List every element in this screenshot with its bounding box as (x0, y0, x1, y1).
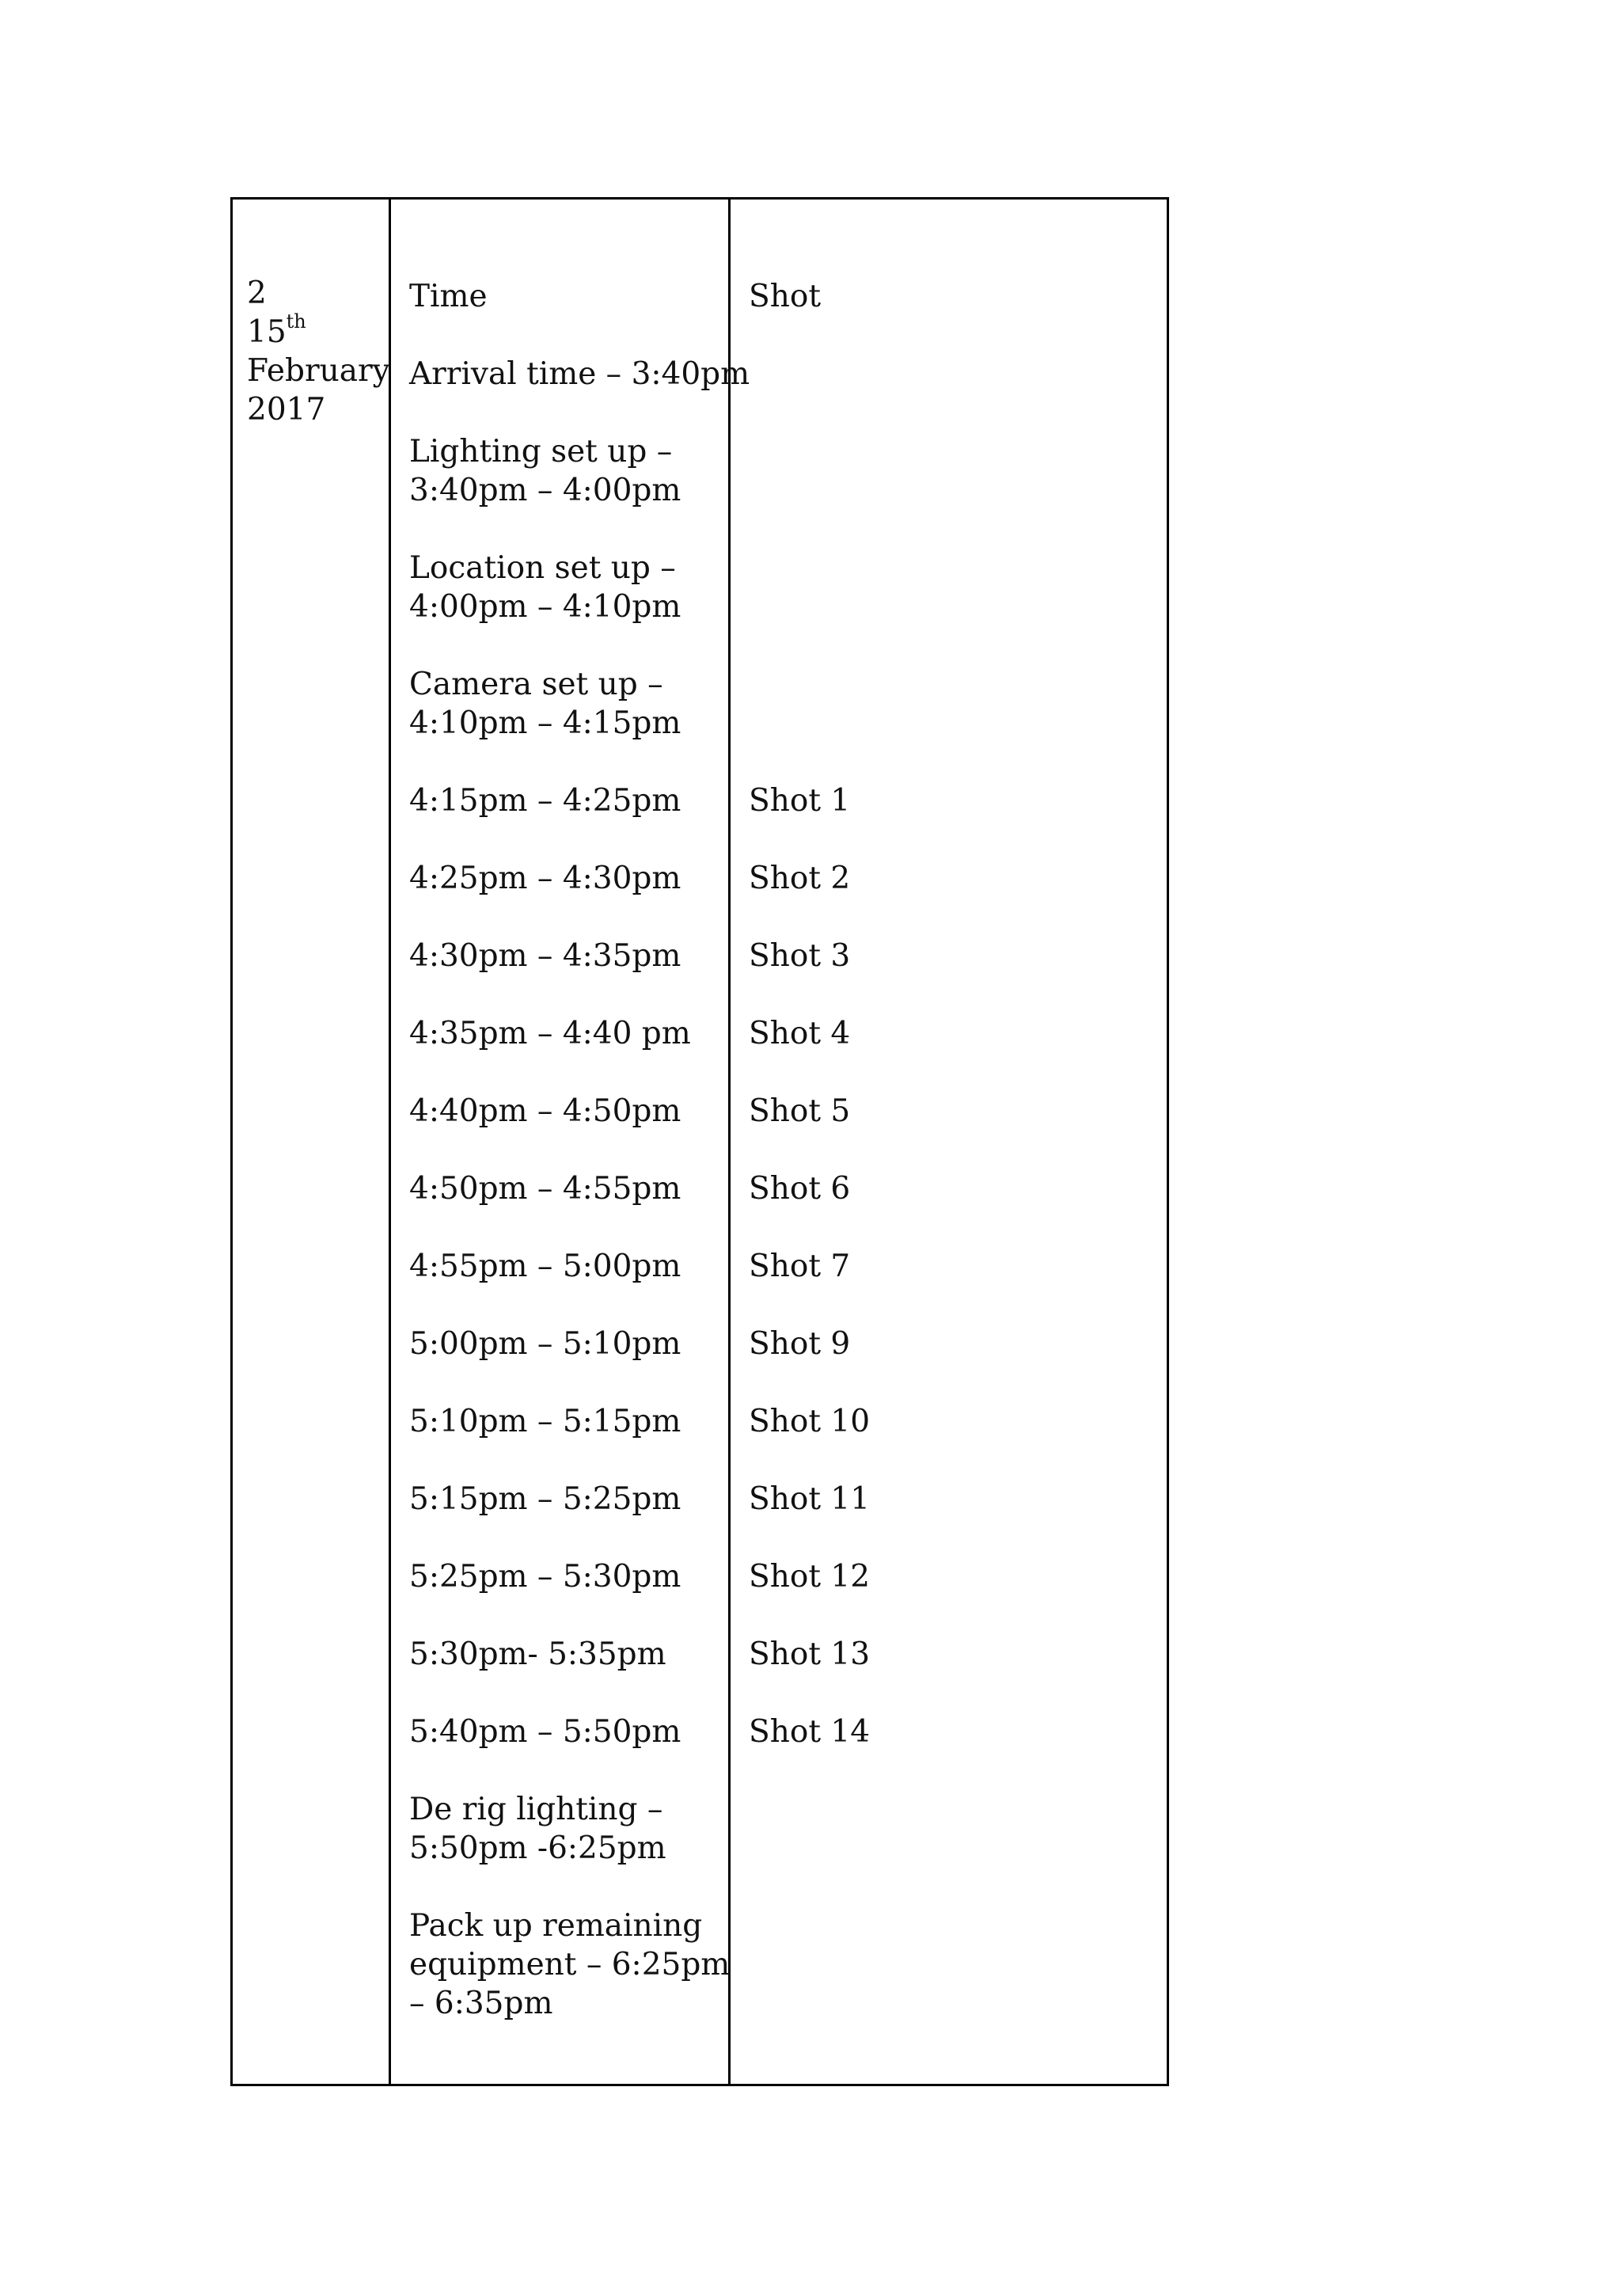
time-entry (409, 859, 681, 898)
shot-entry: Shot 1 (749, 783, 851, 819)
time-entry-line: 4:40pm – 4:50pm (409, 1093, 681, 1129)
time-entry-line: Pack up remaining (409, 1908, 703, 1944)
time-entry (409, 937, 681, 975)
time-entry-line: 5:30pm- 5:35pm (409, 1636, 666, 1672)
time-entry-line: Arrival time – 3:40pm (409, 356, 750, 392)
time-entry-line: equipment – 6:25pm (409, 1947, 731, 1982)
shot-column-header: Shot (749, 279, 821, 314)
time-entry-line: 5:00pm – 5:10pm (409, 1326, 681, 1362)
shot-entry: Shot 11 (749, 1481, 871, 1517)
time-entry-line: 4:30pm – 4:35pm (409, 938, 681, 974)
time-entry (409, 1169, 681, 1208)
column-divider-2 (728, 200, 731, 2084)
schedule-table (230, 197, 1169, 2086)
shot-entry: Shot 12 (749, 1559, 871, 1595)
time-entry-line: 5:25pm – 5:30pm (409, 1559, 681, 1595)
time-entry (409, 432, 681, 510)
time-entry (409, 1247, 681, 1286)
time-entry (409, 1906, 730, 2023)
shot-entry: Shot 9 (749, 1326, 851, 1362)
shot-entry: Shot 2 (749, 861, 851, 896)
time-entry-line: 4:25pm – 4:30pm (409, 861, 681, 896)
time-entry (409, 549, 681, 626)
time-entry-line: 5:10pm – 5:15pm (409, 1404, 681, 1439)
shot-entry: Shot 14 (749, 1714, 871, 1750)
shot-entry: Shot 4 (749, 1016, 851, 1051)
time-entry (409, 1480, 681, 1519)
time-entry-line: 4:10pm – 4:15pm (409, 705, 681, 741)
time-entry-line: 3:40pm – 4:00pm (409, 473, 681, 508)
time-entry-line: 4:00pm – 4:10pm (409, 589, 681, 625)
time-entry (409, 355, 750, 393)
time-entry (409, 1790, 666, 1868)
date-month: February (247, 353, 390, 389)
time-column-header: Time (409, 279, 488, 314)
time-entry-line: 5:40pm – 5:50pm (409, 1714, 681, 1750)
time-entry-line: 4:15pm – 4:25pm (409, 783, 681, 819)
shot-entry: Shot 10 (749, 1404, 871, 1439)
time-entry-line: 4:50pm – 4:55pm (409, 1171, 681, 1207)
time-entry (409, 1712, 681, 1751)
shot-entry: Shot 7 (749, 1249, 851, 1284)
time-entry (409, 1014, 691, 1053)
time-entry (409, 665, 681, 743)
date-suffix: th (286, 310, 306, 333)
time-entry (409, 781, 681, 820)
time-entry (409, 1635, 666, 1674)
column-divider-1 (389, 200, 391, 2084)
time-entry-line: Camera set up – (409, 667, 663, 702)
time-entry-line: 4:55pm – 5:00pm (409, 1249, 681, 1284)
date-cell (247, 274, 390, 429)
time-entry-line: – 6:35pm (409, 1986, 553, 2021)
time-entry (409, 1325, 681, 1363)
shot-entry: Shot 3 (749, 938, 851, 974)
shot-entry: Shot 5 (749, 1093, 851, 1129)
date-year: 2017 (247, 392, 326, 428)
time-entry (409, 1402, 681, 1441)
time-entry-line: Location set up – (409, 550, 676, 586)
date-day: 15th (247, 310, 306, 350)
time-entry-line: Lighting set up – (409, 434, 673, 469)
time-entry-line: 5:50pm -6:25pm (409, 1830, 666, 1866)
shot-entry: Shot 13 (749, 1636, 871, 1672)
time-entry-line: 5:15pm – 5:25pm (409, 1481, 681, 1517)
shot-entry: Shot 6 (749, 1171, 851, 1207)
time-entry-line: De rig lighting – (409, 1792, 663, 1827)
time-entry (409, 1092, 681, 1131)
day-number: 2 (247, 276, 267, 311)
time-entry (409, 1557, 681, 1596)
time-entry-line: 4:35pm – 4:40 pm (409, 1016, 691, 1051)
